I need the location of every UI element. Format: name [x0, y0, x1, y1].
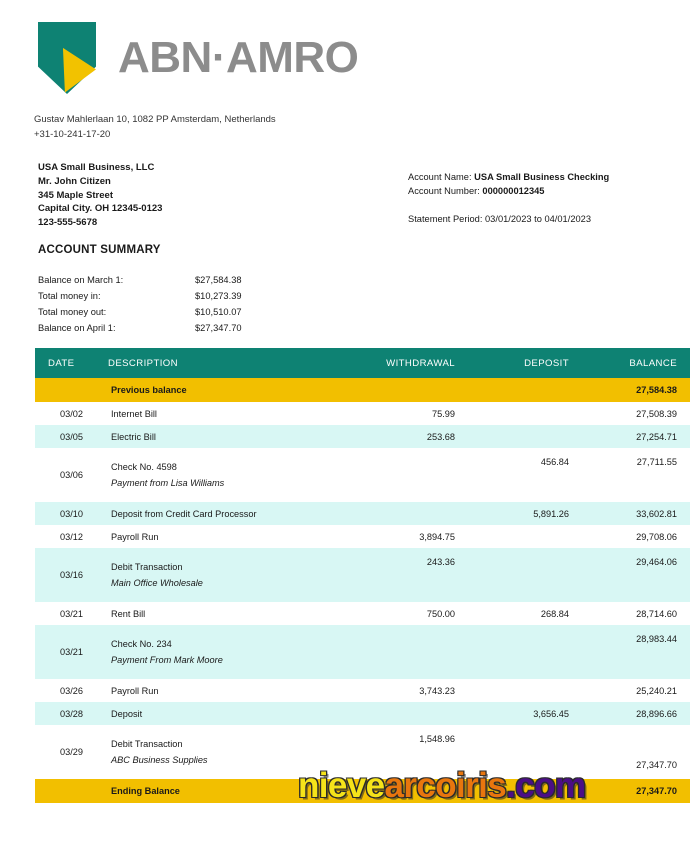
- account-summary-table: [38, 272, 242, 336]
- transactions-table: [35, 348, 690, 803]
- transaction-description-main: Internet Bill: [111, 408, 157, 419]
- transaction-withdrawal: [347, 502, 479, 525]
- transactions-head: [35, 348, 690, 378]
- ending-balance-label: Ending Balance: [108, 779, 347, 803]
- abn-amro-shield-icon: [38, 22, 96, 94]
- transaction-balance: 29,708.06: [636, 531, 677, 542]
- transaction-deposit: [479, 402, 591, 425]
- summary-row-label: Total money out:: [38, 307, 107, 317]
- transaction-description: [108, 448, 347, 502]
- previous-balance-amount: 27,584.38: [591, 378, 690, 402]
- column-header-date: DATE: [35, 348, 108, 378]
- summary-row-label: Total money in:: [38, 291, 101, 301]
- transaction-description: [108, 702, 347, 725]
- summary-row-value: $27,347.70: [195, 323, 242, 333]
- previous-balance-row: [35, 378, 690, 402]
- ending-balance-date-cell: [35, 779, 108, 803]
- transaction-description: [108, 525, 347, 548]
- transaction-withdrawal: 243.36: [426, 557, 455, 567]
- transaction-date: 03/21: [60, 647, 83, 657]
- account-number-value: 000000012345: [482, 186, 545, 196]
- transaction-date: 03/12: [60, 531, 83, 542]
- bank-address-line1: Gustav Mahlerlaan 10, 1082 PP Amsterdam, Netherlands: [34, 114, 276, 125]
- transaction-description-main: Deposit from Credit Card Processor: [111, 508, 257, 519]
- transaction-date: 03/26: [60, 685, 83, 696]
- transaction-description-main: Payroll Run: [111, 685, 159, 696]
- transaction-withdrawal: 75.99: [432, 408, 455, 419]
- transaction-withdrawal: [347, 448, 479, 502]
- account-summary-body: [38, 272, 242, 336]
- transaction-deposit: [479, 625, 591, 679]
- transaction-deposit: 3,656.45: [533, 708, 569, 719]
- watermark-part-1: nieve: [298, 766, 385, 805]
- account-name-row: [408, 170, 609, 184]
- transaction-balance: 28,714.60: [636, 608, 677, 619]
- transaction-description-main: Debit Transaction: [111, 562, 183, 572]
- table-row: [35, 525, 690, 548]
- transaction-date: 03/29: [60, 747, 83, 757]
- transaction-description-main: Deposit: [111, 708, 143, 719]
- transaction-date: 03/02: [60, 408, 83, 419]
- summary-row: [38, 304, 242, 320]
- table-row: [35, 679, 690, 702]
- transaction-withdrawal: [347, 702, 479, 725]
- transaction-withdrawal: 253.68: [426, 431, 455, 442]
- table-header-row: [35, 348, 690, 378]
- transaction-description-main: Payroll Run: [111, 531, 159, 542]
- transaction-date: 03/21: [60, 608, 83, 619]
- watermark-part-3: .com: [506, 766, 586, 805]
- customer-name: Mr. John Citizen: [38, 175, 111, 187]
- transaction-balance: 27,254.71: [636, 431, 677, 442]
- transaction-description-main: Check No. 234: [111, 639, 172, 649]
- transaction-description-main: Check No. 4598: [111, 462, 177, 472]
- previous-balance-deposit-cell: [479, 378, 591, 402]
- transaction-description-sub: Main Office Wholesale: [111, 578, 203, 588]
- previous-balance-date-cell: [35, 378, 108, 402]
- summary-row: [38, 288, 242, 304]
- table-row: [35, 448, 690, 502]
- transaction-balance: 29,464.06: [636, 557, 677, 567]
- column-header-balance: BALANCE: [591, 348, 690, 378]
- transaction-deposit: [479, 679, 591, 702]
- table-row: [35, 402, 690, 425]
- transaction-description-main: Rent Bill: [111, 608, 146, 619]
- column-header-description: DESCRIPTION: [108, 348, 347, 378]
- transaction-withdrawal: 1,548.96: [419, 734, 455, 744]
- column-header-withdrawal: WITHDRAWAL: [347, 348, 479, 378]
- transaction-balance: 28,896.66: [636, 708, 677, 719]
- statement-period-label: Statement Period:: [408, 214, 483, 224]
- transaction-description-sub: Payment From Mark Moore: [111, 655, 223, 665]
- bank-address: [34, 112, 276, 142]
- table-row: [35, 702, 690, 725]
- transaction-withdrawal: [347, 625, 479, 679]
- brand-logo: [38, 22, 358, 94]
- transaction-description: [108, 402, 347, 425]
- brand-wordmark: ABN·AMRO: [118, 33, 359, 82]
- previous-balance-withdrawal-cell: [347, 378, 479, 402]
- account-name-label: Account Name:: [408, 172, 472, 182]
- ending-balance-amount: 27,347.70: [591, 779, 690, 803]
- watermark-part-2: arcoiris: [384, 766, 507, 805]
- transaction-deposit: [479, 425, 591, 448]
- account-number-row: [408, 184, 609, 198]
- summary-row-label: Balance on March 1:: [38, 275, 124, 285]
- table-row: [35, 425, 690, 448]
- transaction-withdrawal: 750.00: [426, 608, 455, 619]
- transaction-balance: 27,347.70: [636, 760, 677, 770]
- transaction-description-sub: Payment from Lisa Williams: [111, 478, 225, 488]
- transaction-withdrawal: 3,894.75: [419, 531, 455, 542]
- customer-street: 345 Maple Street: [38, 189, 113, 201]
- transaction-description: [108, 502, 347, 525]
- account-info: [408, 170, 609, 226]
- transactions-body: [35, 378, 690, 803]
- transaction-deposit: 5,891.26: [533, 508, 569, 519]
- transaction-date: 03/06: [60, 470, 83, 480]
- site-watermark: [298, 766, 585, 806]
- bank-address-line2: +31-10-241-17-20: [34, 129, 111, 140]
- transaction-balance: 25,240.21: [636, 685, 677, 696]
- transaction-deposit: 456.84: [540, 457, 569, 467]
- transaction-deposit: [479, 525, 591, 548]
- customer-address: [38, 161, 162, 230]
- account-number-label: Account Number:: [408, 186, 480, 196]
- statement-period-row: [408, 212, 609, 226]
- transaction-description-main: Electric Bill: [111, 431, 156, 442]
- customer-city: Capital City. OH 12345-0123: [38, 203, 163, 215]
- transaction-date: 03/28: [60, 708, 83, 719]
- account-summary-title: ACCOUNT SUMMARY: [38, 244, 161, 256]
- summary-row: [38, 272, 242, 288]
- account-name-value: USA Small Business Checking: [474, 172, 610, 182]
- customer-phone: 123-555-5678: [38, 217, 98, 229]
- transaction-description: [108, 548, 347, 602]
- transaction-balance: 28,983.44: [636, 634, 677, 644]
- transaction-description: [108, 425, 347, 448]
- transaction-description: [108, 602, 347, 625]
- table-row: [35, 625, 690, 679]
- table-row: [35, 502, 690, 525]
- summary-row: [38, 320, 242, 336]
- transaction-withdrawal: 3,743.23: [419, 685, 455, 696]
- statement-period-value: 03/01/2023 to 04/01/2023: [485, 214, 591, 224]
- table-row: [35, 602, 690, 625]
- summary-row-value: $10,510.07: [195, 307, 242, 317]
- transaction-deposit: [479, 548, 591, 602]
- transaction-description-sub: ABC Business Supplies: [111, 755, 208, 765]
- transaction-deposit: 268.84: [540, 608, 569, 619]
- transaction-balance: 33,602.81: [636, 508, 677, 519]
- transaction-date: 03/05: [60, 431, 83, 442]
- summary-row-value: $10,273.39: [195, 291, 242, 301]
- column-header-deposit: DEPOSIT: [479, 348, 591, 378]
- summary-row-value: $27,584.38: [195, 275, 242, 285]
- summary-row-label: Balance on April 1:: [38, 323, 116, 333]
- transaction-balance: 27,508.39: [636, 408, 677, 419]
- previous-balance-label: Previous balance: [108, 378, 347, 402]
- transaction-balance: 27,711.55: [636, 457, 677, 467]
- transaction-date: 03/16: [60, 570, 83, 580]
- transaction-date: 03/10: [60, 508, 83, 519]
- table-row: [35, 548, 690, 602]
- transaction-description: [108, 679, 347, 702]
- transaction-description: [108, 625, 347, 679]
- transaction-description-main: Debit Transaction: [111, 739, 183, 749]
- customer-company: USA Small Business, LLC: [38, 162, 155, 173]
